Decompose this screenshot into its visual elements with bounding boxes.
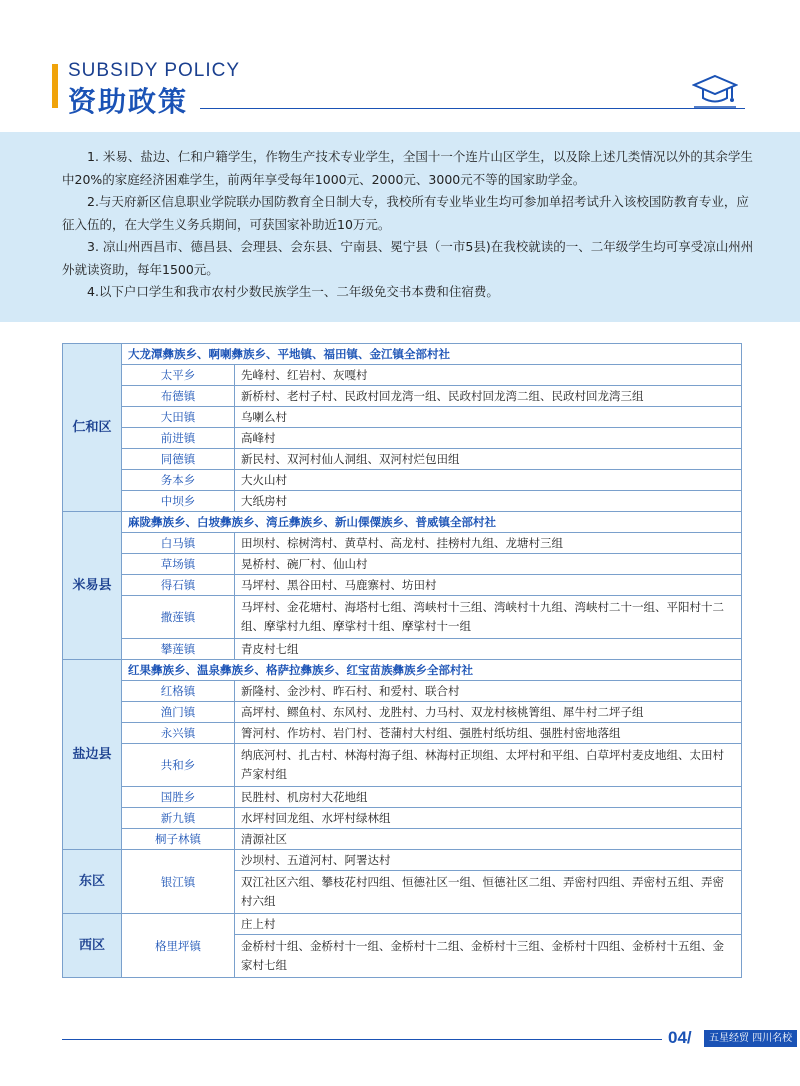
town-cell: 桐子林镇 xyxy=(122,829,235,850)
county-dongqu: 东区 xyxy=(63,850,122,914)
village-cell: 马坪村、黑谷田村、马鹿寨村、坊田村 xyxy=(235,575,742,596)
town-cell: 前进镇 xyxy=(122,428,235,449)
footer-line xyxy=(62,1039,662,1040)
town-cell: 国胜乡 xyxy=(122,787,235,808)
table-row xyxy=(63,428,742,449)
table-row xyxy=(63,639,742,660)
village-cell: 大纸房村 xyxy=(235,491,742,512)
table-row xyxy=(63,575,742,596)
town-cell: 同德镇 xyxy=(122,449,235,470)
town-cell: 大田镇 xyxy=(122,407,235,428)
village-cell: 大火山村 xyxy=(235,470,742,491)
village-cell: 庄上村 xyxy=(235,914,742,935)
household-table xyxy=(62,343,742,978)
town-cell: 布德镇 xyxy=(122,386,235,407)
village-cell: 新民村、双河村仙人洞组、双河村烂包田组 xyxy=(235,449,742,470)
village-cell: 民胜村、机房村大花地组 xyxy=(235,787,742,808)
village-cell: 青皮村七组 xyxy=(235,639,742,660)
town-cell: 共和乡 xyxy=(122,744,235,787)
village-cell: 高峰村 xyxy=(235,428,742,449)
town-cell: 务本乡 xyxy=(122,470,235,491)
table-row xyxy=(63,596,742,639)
village-cell: 水坪村回龙组、水坪村绿林组 xyxy=(235,808,742,829)
village-cell: 先峰村、红岩村、灰嘎村 xyxy=(235,365,742,386)
village-cell: 箐河村、作坊村、岩门村、苍蒲村大村组、强胜村纸坊组、强胜村密地落组 xyxy=(235,723,742,744)
header-title-en: SUBSIDY POLICY xyxy=(68,60,241,81)
table-row xyxy=(63,702,742,723)
village-cell: 马坪村、金花塘村、海塔村七组、湾峡村十三组、湾峡村十九组、湾峡村二十一组、平阳村十二组、摩挲村九组、摩挲村十组、摩挲村十一组 xyxy=(235,596,742,639)
town-cell: 太平乡 xyxy=(122,365,235,386)
town-cell: 攀莲镇 xyxy=(122,639,235,660)
policy-item-4: 4.以下户口学生和我市农村少数民族学生一、二年级免交书本费和住宿费。 xyxy=(87,284,499,299)
policy-item-3: 3. 凉山州西昌市、德昌县、会理县、会东县、宁南县、冕宁县（一市5县)在我校就读的一、二年级学生均可享受凉山州州外就读资助，每年1500元。 xyxy=(62,239,754,277)
page-header xyxy=(0,0,800,125)
village-cell: 晃桥村、碗厂村、仙山村 xyxy=(235,554,742,575)
village-cell: 高坪村、鳏鱼村、东风村、龙胜村、力马村、双龙村核桃箐组、犀牛村二坪子组 xyxy=(235,702,742,723)
table-row xyxy=(63,533,742,554)
table-row xyxy=(63,681,742,702)
town-cell: 银江镇 xyxy=(122,850,235,914)
town-cell: 中坝乡 xyxy=(122,491,235,512)
footer-tag: 五星经贸 四川名校 xyxy=(704,1030,797,1047)
town-cell: 白马镇 xyxy=(122,533,235,554)
table-row xyxy=(63,808,742,829)
village-cell: 沙坝村、五道河村、阿署达村 xyxy=(235,850,742,871)
table-row xyxy=(63,660,742,681)
graduation-cap-icon xyxy=(692,72,738,110)
town-cell: 得石镇 xyxy=(122,575,235,596)
table-row xyxy=(63,470,742,491)
table-row xyxy=(63,554,742,575)
town-cell: 撒莲镇 xyxy=(122,596,235,639)
page-footer xyxy=(0,1026,800,1050)
page-number: 04/ xyxy=(668,1028,692,1047)
town-cell: 格里坪镇 xyxy=(122,914,235,978)
village-cell: 金桥村十组、金桥村十一组、金桥村十二组、金桥村十三组、金桥村十四组、金桥村十五组、金家村七组 xyxy=(235,935,742,978)
policy-intro xyxy=(0,132,800,322)
village-cell: 纳底河村、扎古村、林海村海子组、林海村正坝组、太坪村和平组、白草坪村麦皮地组、太田村芦家村组 xyxy=(235,744,742,787)
table-row xyxy=(63,449,742,470)
table-row xyxy=(63,850,742,871)
county-renhe: 仁和区 xyxy=(63,344,122,512)
table-row xyxy=(63,723,742,744)
village-cell: 新桥村、老村子村、民政村回龙湾一组、民政村回龙湾二组、民政村回龙湾三组 xyxy=(235,386,742,407)
village-cell: 双江社区六组、攀枝花村四组、恒德社区一组、恒德社区二组、弄密村四组、弄密村五组、弄密村六组 xyxy=(235,871,742,914)
county-miyi: 米易县 xyxy=(63,512,122,660)
village-cell: 新隆村、金沙村、昨石村、和爱村、联合村 xyxy=(235,681,742,702)
table-row xyxy=(63,512,742,533)
table-row xyxy=(63,407,742,428)
table-row xyxy=(63,344,742,365)
town-cell: 永兴镇 xyxy=(122,723,235,744)
header-underline xyxy=(200,108,745,109)
table-row xyxy=(63,386,742,407)
county-yanbian: 盐边县 xyxy=(63,660,122,850)
town-cell: 新九镇 xyxy=(122,808,235,829)
table-row xyxy=(63,365,742,386)
policy-item-1: 1. 米易、盐边、仁和户籍学生，作物生产技术专业学生，全国十一个连片山区学生，以及除上述几类情况以外的其余学生中20%的家庭经济困难学生，前两年享受每年1000元、2000元、3000元不等的国家助学金。 xyxy=(62,149,753,187)
table-row xyxy=(63,491,742,512)
town-cell: 红格镇 xyxy=(122,681,235,702)
table-row xyxy=(63,914,742,935)
renhe-all-villages: 大龙潭彝族乡、啊喇彝族乡、平地镇、福田镇、金江镇全部村社 xyxy=(122,344,742,365)
town-cell: 渔门镇 xyxy=(122,702,235,723)
table-row xyxy=(63,787,742,808)
table-row xyxy=(63,829,742,850)
yanbian-all-villages: 红果彝族乡、温泉彝族乡、格萨拉彝族乡、红宝苗族彝族乡全部村社 xyxy=(122,660,742,681)
header-accent-bar xyxy=(52,64,58,108)
village-cell: 清源社区 xyxy=(235,829,742,850)
header-title-cn: 资助政策 xyxy=(68,85,189,118)
village-cell: 田坝村、棕树湾村、黄草村、高龙村、挂榜村九组、龙塘村三组 xyxy=(235,533,742,554)
policy-item-2: 2.与天府新区信息职业学院联办国防教育全日制大专，我校所有专业毕业生均可参加单招考试升入该校国防教育专业，应征入伍的，在大学生义务兵期间，可获国家补助近10万元。 xyxy=(62,194,749,232)
table-row xyxy=(63,744,742,787)
village-cell: 乌喇么村 xyxy=(235,407,742,428)
town-cell: 草场镇 xyxy=(122,554,235,575)
county-xiqu: 西区 xyxy=(63,914,122,978)
miyi-all-villages: 麻陇彝族乡、白坡彝族乡、湾丘彝族乡、新山傈僳族乡、普威镇全部村社 xyxy=(122,512,742,533)
